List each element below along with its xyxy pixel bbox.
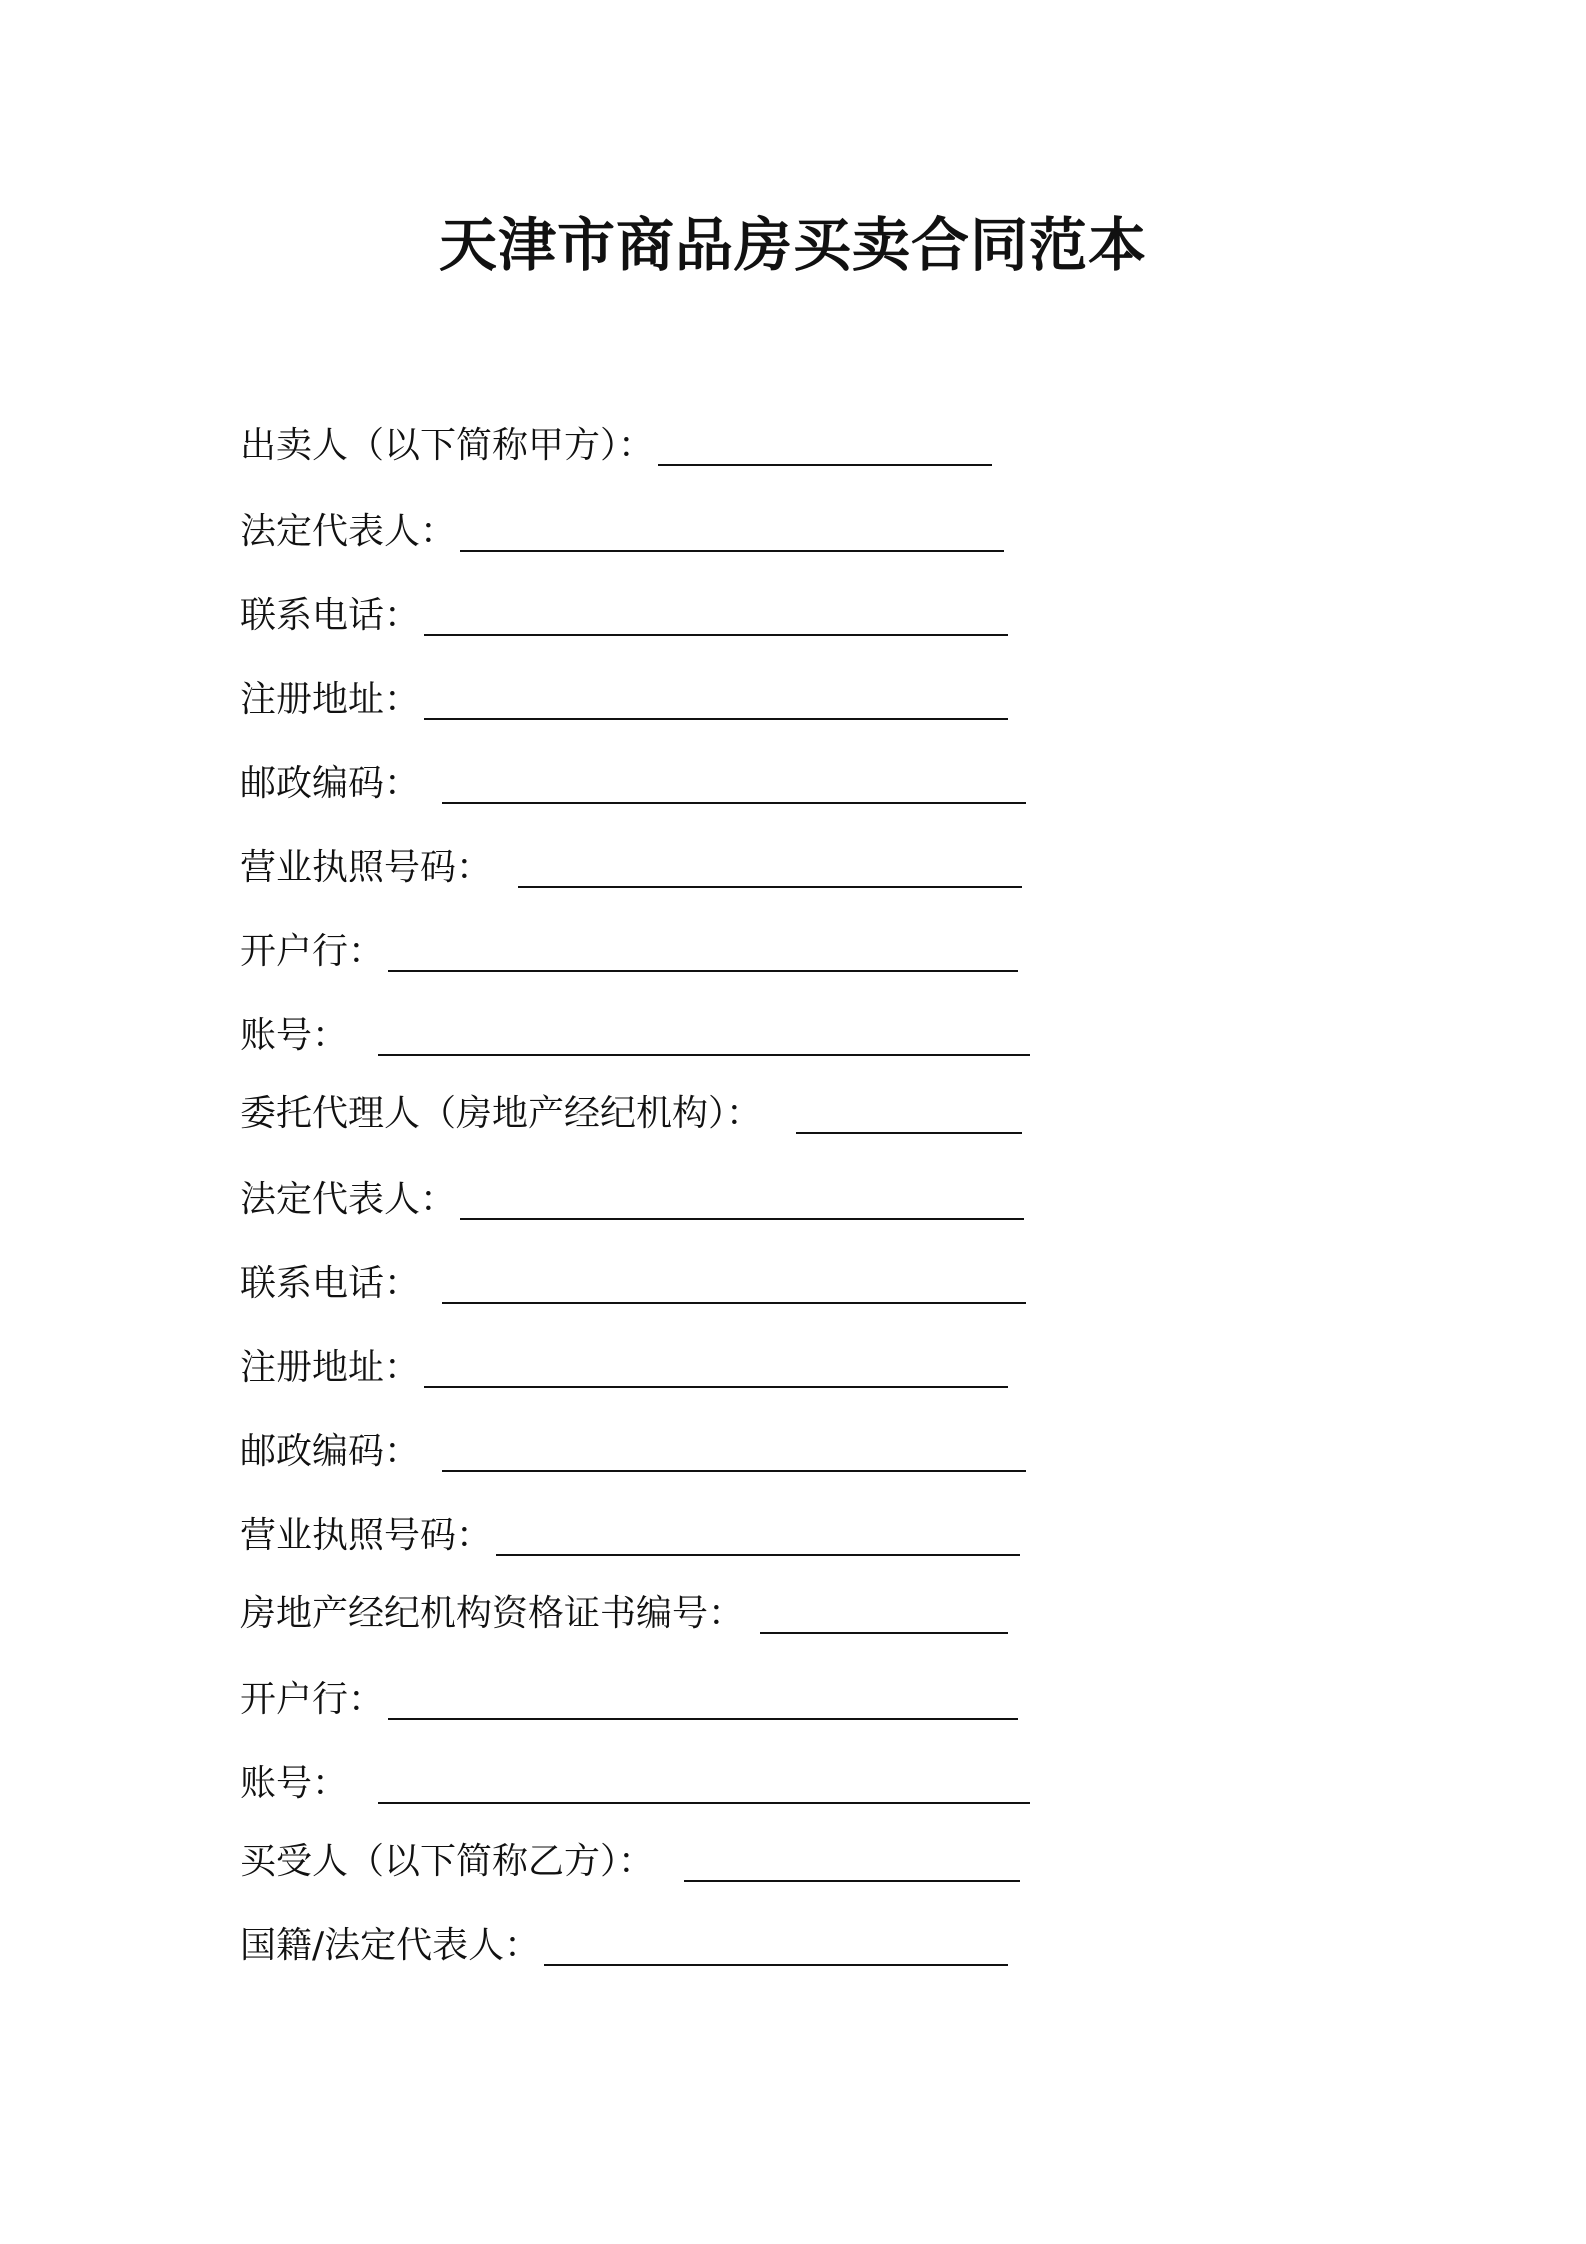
- fill-blank-line[interactable]: [518, 842, 1022, 888]
- fill-blank-line[interactable]: [460, 506, 1004, 552]
- field-seller-bank: [240, 916, 1018, 976]
- field-label: 邮政编码：: [240, 1431, 421, 1472]
- fill-blank-line[interactable]: [424, 674, 1008, 720]
- field-seller-phone: [240, 580, 1008, 640]
- field-agent: [240, 1078, 1022, 1138]
- fill-blank-line[interactable]: [388, 926, 1018, 972]
- field-label: 注册地址：: [240, 679, 421, 720]
- field-label: 营业执照号码：: [240, 1515, 493, 1556]
- field-seller-postcode: [240, 748, 1026, 808]
- document-title: 天津市商品房买卖合同范本: [438, 211, 1147, 279]
- fill-blank-line[interactable]: [496, 1510, 1020, 1556]
- field-agent-license: [240, 1500, 1020, 1560]
- field-agent-postcode: [240, 1416, 1026, 1476]
- field-agent-bank: [240, 1664, 1018, 1724]
- fill-blank-line[interactable]: [796, 1088, 1022, 1134]
- fill-blank-line[interactable]: [544, 1920, 1008, 1966]
- field-agent-address: [240, 1332, 1008, 1392]
- fill-blank-line[interactable]: [442, 1258, 1026, 1304]
- fill-blank-line[interactable]: [378, 1010, 1030, 1056]
- fill-blank-line[interactable]: [442, 1426, 1026, 1472]
- field-label: 房地产经纪机构资格证书编号：: [240, 1593, 745, 1634]
- fill-blank-line[interactable]: [424, 1342, 1008, 1388]
- field-agent-legal-rep: [240, 1164, 1024, 1224]
- field-label: 开户行：: [240, 931, 385, 972]
- fill-blank-line[interactable]: [388, 1674, 1018, 1720]
- field-label: 买受人（以下简称乙方）：: [240, 1841, 655, 1882]
- fill-blank-line[interactable]: [684, 1836, 1020, 1882]
- field-agent-qualification: [240, 1578, 1008, 1638]
- fill-blank-line[interactable]: [658, 420, 992, 466]
- field-label: 开户行：: [240, 1679, 385, 1720]
- field-seller: [240, 410, 992, 470]
- field-seller-license: [240, 832, 1022, 892]
- field-buyer-nationality: [240, 1910, 1008, 1970]
- field-label: 邮政编码：: [240, 763, 421, 804]
- field-label: 法定代表人：: [240, 1179, 457, 1220]
- field-seller-legal-rep: [240, 496, 1004, 556]
- field-label: 账号：: [240, 1763, 349, 1804]
- fill-blank-line[interactable]: [424, 590, 1008, 636]
- field-label: 联系电话：: [240, 1263, 421, 1304]
- field-agent-account: [240, 1748, 1030, 1808]
- field-label: 营业执照号码：: [240, 847, 493, 888]
- field-label: 注册地址：: [240, 1347, 421, 1388]
- field-label: 账号：: [240, 1015, 349, 1056]
- field-seller-account: [240, 1000, 1030, 1060]
- fill-blank-line[interactable]: [378, 1758, 1030, 1804]
- field-label: 联系电话：: [240, 595, 421, 636]
- field-agent-phone: [240, 1248, 1026, 1308]
- field-label: 国籍/法定代表人：: [240, 1925, 541, 1966]
- field-seller-address: [240, 664, 1008, 724]
- fill-blank-line[interactable]: [460, 1174, 1024, 1220]
- fill-blank-line[interactable]: [442, 758, 1026, 804]
- field-label: 委托代理人（房地产经纪机构）：: [240, 1093, 763, 1134]
- field-label: 出卖人（以下简称甲方）：: [240, 425, 655, 466]
- field-buyer: [240, 1826, 1020, 1886]
- field-label: 法定代表人：: [240, 511, 457, 552]
- fill-blank-line[interactable]: [760, 1588, 1008, 1634]
